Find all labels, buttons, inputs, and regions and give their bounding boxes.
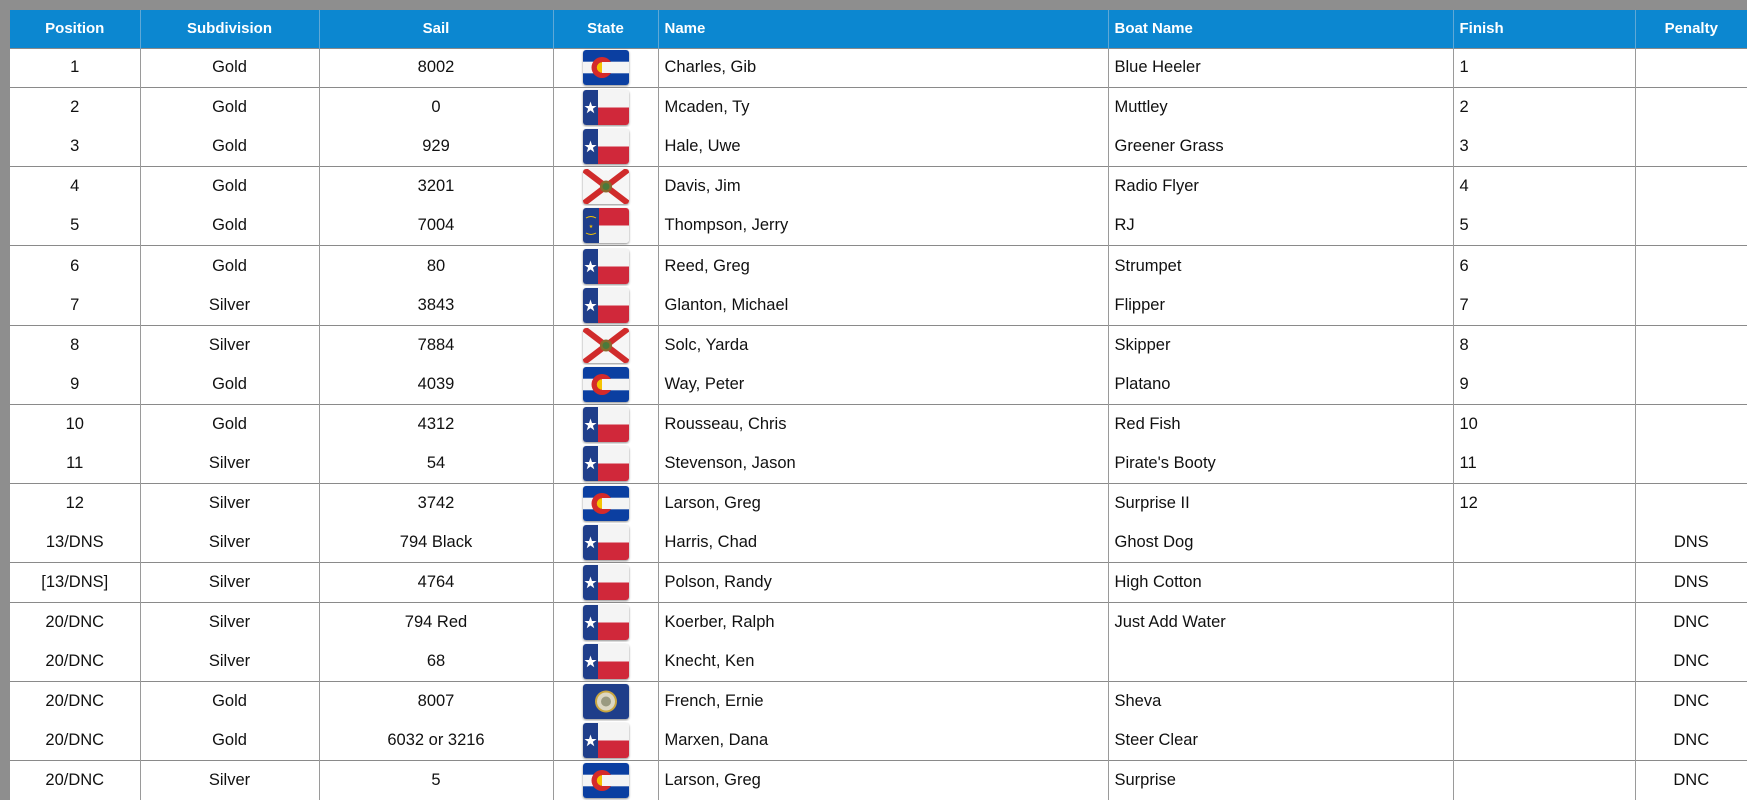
table-row[interactable] bbox=[10, 325, 1747, 365]
name-cell: French, Ernie bbox=[658, 682, 1108, 722]
table-row[interactable] bbox=[10, 167, 1747, 207]
texas-flag-icon bbox=[583, 644, 629, 679]
subdivision-cell: Gold bbox=[140, 88, 319, 128]
column-header-boat-name[interactable]: Boat Name bbox=[1108, 10, 1453, 48]
sail-cell: 3742 bbox=[319, 484, 553, 524]
finish-cell: 8 bbox=[1453, 325, 1635, 365]
column-header-name[interactable]: Name bbox=[658, 10, 1108, 48]
texas-flag-icon bbox=[583, 90, 629, 125]
position-cell: 7 bbox=[10, 286, 140, 326]
nebraska-flag-icon bbox=[583, 684, 629, 719]
position-cell: 6 bbox=[10, 246, 140, 286]
boat-name-cell: Platano bbox=[1108, 365, 1453, 405]
penalty-cell bbox=[1635, 404, 1747, 444]
name-cell: Larson, Greg bbox=[658, 484, 1108, 524]
boat-name-cell: Just Add Water bbox=[1108, 602, 1453, 642]
finish-cell bbox=[1453, 682, 1635, 722]
texas-flag-icon bbox=[583, 565, 629, 600]
name-cell: Knecht, Ken bbox=[658, 642, 1108, 682]
texas-flag-icon bbox=[583, 446, 629, 481]
texas-flag-icon bbox=[583, 249, 629, 284]
boat-name-cell: Surprise bbox=[1108, 761, 1453, 800]
name-cell: Koerber, Ralph bbox=[658, 602, 1108, 642]
colorado-flag-icon bbox=[583, 50, 629, 85]
results-table bbox=[10, 10, 1747, 800]
finish-cell bbox=[1453, 642, 1635, 682]
sail-cell: 8007 bbox=[319, 682, 553, 722]
finish-cell: 1 bbox=[1453, 48, 1635, 88]
state-cell bbox=[553, 127, 658, 167]
position-cell: 20/DNC bbox=[10, 602, 140, 642]
finish-cell: 7 bbox=[1453, 286, 1635, 326]
subdivision-cell: Silver bbox=[140, 761, 319, 800]
name-cell: Reed, Greg bbox=[658, 246, 1108, 286]
subdivision-cell: Gold bbox=[140, 404, 319, 444]
boat-name-cell: High Cotton bbox=[1108, 563, 1453, 603]
position-cell: 13/DNS bbox=[10, 523, 140, 563]
position-cell: 20/DNC bbox=[10, 721, 140, 761]
column-header-finish[interactable]: Finish bbox=[1453, 10, 1635, 48]
position-cell: 1 bbox=[10, 48, 140, 88]
penalty-cell: DNC bbox=[1635, 602, 1747, 642]
finish-cell: 6 bbox=[1453, 246, 1635, 286]
sail-cell: 0 bbox=[319, 88, 553, 128]
sail-cell: 7884 bbox=[319, 325, 553, 365]
state-cell bbox=[553, 721, 658, 761]
finish-cell: 2 bbox=[1453, 88, 1635, 128]
state-cell bbox=[553, 206, 658, 246]
finish-cell: 3 bbox=[1453, 127, 1635, 167]
position-cell: 20/DNC bbox=[10, 761, 140, 800]
name-cell: Hale, Uwe bbox=[658, 127, 1108, 167]
subdivision-cell: Silver bbox=[140, 642, 319, 682]
finish-cell: 4 bbox=[1453, 167, 1635, 207]
name-cell: Rousseau, Chris bbox=[658, 404, 1108, 444]
penalty-cell: DNS bbox=[1635, 563, 1747, 603]
table-row[interactable] bbox=[10, 206, 1747, 246]
state-cell bbox=[553, 602, 658, 642]
sail-cell: 5 bbox=[319, 761, 553, 800]
subdivision-cell: Gold bbox=[140, 682, 319, 722]
penalty-cell: DNC bbox=[1635, 761, 1747, 800]
finish-cell: 10 bbox=[1453, 404, 1635, 444]
colorado-flag-icon bbox=[583, 367, 629, 402]
state-cell bbox=[553, 48, 658, 88]
table-row[interactable] bbox=[10, 602, 1747, 642]
subdivision-cell: Silver bbox=[140, 523, 319, 563]
table-row[interactable] bbox=[10, 563, 1747, 603]
name-cell: Solc, Yarda bbox=[658, 325, 1108, 365]
table-row[interactable] bbox=[10, 48, 1747, 88]
position-cell: 5 bbox=[10, 206, 140, 246]
subdivision-cell: Silver bbox=[140, 286, 319, 326]
subdivision-cell: Silver bbox=[140, 484, 319, 524]
colorado-flag-icon bbox=[583, 763, 629, 798]
texas-flag-icon bbox=[583, 723, 629, 758]
name-cell: Harris, Chad bbox=[658, 523, 1108, 563]
name-cell: Glanton, Michael bbox=[658, 286, 1108, 326]
state-cell bbox=[553, 484, 658, 524]
boat-name-cell: Surprise II bbox=[1108, 484, 1453, 524]
north-carolina-flag-icon bbox=[583, 208, 629, 243]
state-cell bbox=[553, 365, 658, 405]
texas-flag-icon bbox=[583, 288, 629, 323]
position-cell: 11 bbox=[10, 444, 140, 484]
position-cell: 2 bbox=[10, 88, 140, 128]
column-header-position[interactable]: Position bbox=[10, 10, 140, 48]
name-cell: Mcaden, Ty bbox=[658, 88, 1108, 128]
penalty-cell bbox=[1635, 325, 1747, 365]
state-cell bbox=[553, 404, 658, 444]
subdivision-cell: Gold bbox=[140, 48, 319, 88]
texas-flag-icon bbox=[583, 407, 629, 442]
sail-cell: 929 bbox=[319, 127, 553, 167]
penalty-cell bbox=[1635, 48, 1747, 88]
position-cell: 20/DNC bbox=[10, 642, 140, 682]
sail-cell: 4312 bbox=[319, 404, 553, 444]
table-row[interactable] bbox=[10, 642, 1747, 682]
table-row[interactable] bbox=[10, 127, 1747, 167]
table-row[interactable] bbox=[10, 761, 1747, 800]
subdivision-cell: Silver bbox=[140, 444, 319, 484]
sail-cell: 3843 bbox=[319, 286, 553, 326]
state-cell bbox=[553, 325, 658, 365]
florida-flag-icon bbox=[583, 169, 629, 204]
subdivision-cell: Gold bbox=[140, 365, 319, 405]
svg-text:★: ★ bbox=[588, 224, 593, 230]
state-cell bbox=[553, 88, 658, 128]
subdivision-cell: Gold bbox=[140, 127, 319, 167]
results-body bbox=[10, 48, 1747, 800]
texas-flag-icon bbox=[583, 525, 629, 560]
florida-flag-icon bbox=[583, 328, 629, 363]
name-cell: Polson, Randy bbox=[658, 563, 1108, 603]
penalty-cell: DNC bbox=[1635, 642, 1747, 682]
sail-cell: 794 Black bbox=[319, 523, 553, 563]
penalty-cell: DNC bbox=[1635, 721, 1747, 761]
boat-name-cell: Strumpet bbox=[1108, 246, 1453, 286]
subdivision-cell: Gold bbox=[140, 167, 319, 207]
name-cell: Marxen, Dana bbox=[658, 721, 1108, 761]
penalty-cell bbox=[1635, 206, 1747, 246]
name-cell: Larson, Greg bbox=[658, 761, 1108, 800]
table-row[interactable] bbox=[10, 444, 1747, 484]
table-row[interactable] bbox=[10, 682, 1747, 722]
sail-cell: 4039 bbox=[319, 365, 553, 405]
penalty-cell: DNC bbox=[1635, 682, 1747, 722]
sail-cell: 68 bbox=[319, 642, 553, 682]
name-cell: Charles, Gib bbox=[658, 48, 1108, 88]
state-cell bbox=[553, 682, 658, 722]
state-cell bbox=[553, 761, 658, 800]
column-header-subdivision[interactable]: Subdivision bbox=[140, 10, 319, 48]
state-cell bbox=[553, 167, 658, 207]
finish-cell: 5 bbox=[1453, 206, 1635, 246]
position-cell: 4 bbox=[10, 167, 140, 207]
texas-flag-icon bbox=[583, 129, 629, 164]
name-cell: Thompson, Jerry bbox=[658, 206, 1108, 246]
table-header-row bbox=[10, 10, 1747, 48]
sail-cell: 7004 bbox=[319, 206, 553, 246]
position-cell: [13/DNS] bbox=[10, 563, 140, 603]
boat-name-cell: Ghost Dog bbox=[1108, 523, 1453, 563]
position-cell: 20/DNC bbox=[10, 682, 140, 722]
table-row[interactable] bbox=[10, 721, 1747, 761]
finish-cell bbox=[1453, 761, 1635, 800]
sail-cell: 6032 or 3216 bbox=[319, 721, 553, 761]
state-cell bbox=[553, 444, 658, 484]
table-row[interactable] bbox=[10, 523, 1747, 563]
boat-name-cell bbox=[1108, 642, 1453, 682]
finish-cell bbox=[1453, 602, 1635, 642]
boat-name-cell: RJ bbox=[1108, 206, 1453, 246]
subdivision-cell: Silver bbox=[140, 325, 319, 365]
penalty-cell bbox=[1635, 444, 1747, 484]
penalty-cell bbox=[1635, 167, 1747, 207]
sail-cell: 4764 bbox=[319, 563, 553, 603]
boat-name-cell: Greener Grass bbox=[1108, 127, 1453, 167]
boat-name-cell: Red Fish bbox=[1108, 404, 1453, 444]
finish-cell: 12 bbox=[1453, 484, 1635, 524]
state-cell bbox=[553, 286, 658, 326]
sail-cell: 54 bbox=[319, 444, 553, 484]
subdivision-cell: Silver bbox=[140, 602, 319, 642]
sail-cell: 80 bbox=[319, 246, 553, 286]
boat-name-cell: Muttley bbox=[1108, 88, 1453, 128]
table-row[interactable] bbox=[10, 246, 1747, 286]
name-cell: Stevenson, Jason bbox=[658, 444, 1108, 484]
subdivision-cell: Gold bbox=[140, 721, 319, 761]
penalty-cell bbox=[1635, 484, 1747, 524]
state-cell bbox=[553, 523, 658, 563]
subdivision-cell: Gold bbox=[140, 206, 319, 246]
texas-flag-icon bbox=[583, 605, 629, 640]
state-cell bbox=[553, 563, 658, 603]
penalty-cell: DNS bbox=[1635, 523, 1747, 563]
finish-cell: 9 bbox=[1453, 365, 1635, 405]
finish-cell bbox=[1453, 523, 1635, 563]
finish-cell bbox=[1453, 563, 1635, 603]
finish-cell: 11 bbox=[1453, 444, 1635, 484]
column-header-state[interactable]: State bbox=[553, 10, 658, 48]
boat-name-cell: Radio Flyer bbox=[1108, 167, 1453, 207]
table-row[interactable] bbox=[10, 484, 1747, 524]
boat-name-cell: Sheva bbox=[1108, 682, 1453, 722]
penalty-cell bbox=[1635, 246, 1747, 286]
table-row[interactable] bbox=[10, 88, 1747, 128]
penalty-cell bbox=[1635, 88, 1747, 128]
penalty-cell bbox=[1635, 127, 1747, 167]
penalty-cell bbox=[1635, 286, 1747, 326]
table-row[interactable] bbox=[10, 365, 1747, 405]
position-cell: 8 bbox=[10, 325, 140, 365]
state-cell bbox=[553, 246, 658, 286]
table-row[interactable] bbox=[10, 404, 1747, 444]
boat-name-cell: Blue Heeler bbox=[1108, 48, 1453, 88]
table-row[interactable] bbox=[10, 286, 1747, 326]
state-cell bbox=[553, 642, 658, 682]
penalty-cell bbox=[1635, 365, 1747, 405]
subdivision-cell: Silver bbox=[140, 563, 319, 603]
finish-cell bbox=[1453, 721, 1635, 761]
boat-name-cell: Steer Clear bbox=[1108, 721, 1453, 761]
position-cell: 12 bbox=[10, 484, 140, 524]
position-cell: 10 bbox=[10, 404, 140, 444]
sail-cell: 794 Red bbox=[319, 602, 553, 642]
position-cell: 9 bbox=[10, 365, 140, 405]
colorado-flag-icon bbox=[583, 486, 629, 521]
subdivision-cell: Gold bbox=[140, 246, 319, 286]
sail-cell: 8002 bbox=[319, 48, 553, 88]
boat-name-cell: Pirate's Booty bbox=[1108, 444, 1453, 484]
column-header-penalty[interactable]: Penalty bbox=[1635, 10, 1747, 48]
name-cell: Way, Peter bbox=[658, 365, 1108, 405]
position-cell: 3 bbox=[10, 127, 140, 167]
sail-cell: 3201 bbox=[319, 167, 553, 207]
column-header-sail[interactable]: Sail bbox=[319, 10, 553, 48]
name-cell: Davis, Jim bbox=[658, 167, 1108, 207]
boat-name-cell: Skipper bbox=[1108, 325, 1453, 365]
boat-name-cell: Flipper bbox=[1108, 286, 1453, 326]
